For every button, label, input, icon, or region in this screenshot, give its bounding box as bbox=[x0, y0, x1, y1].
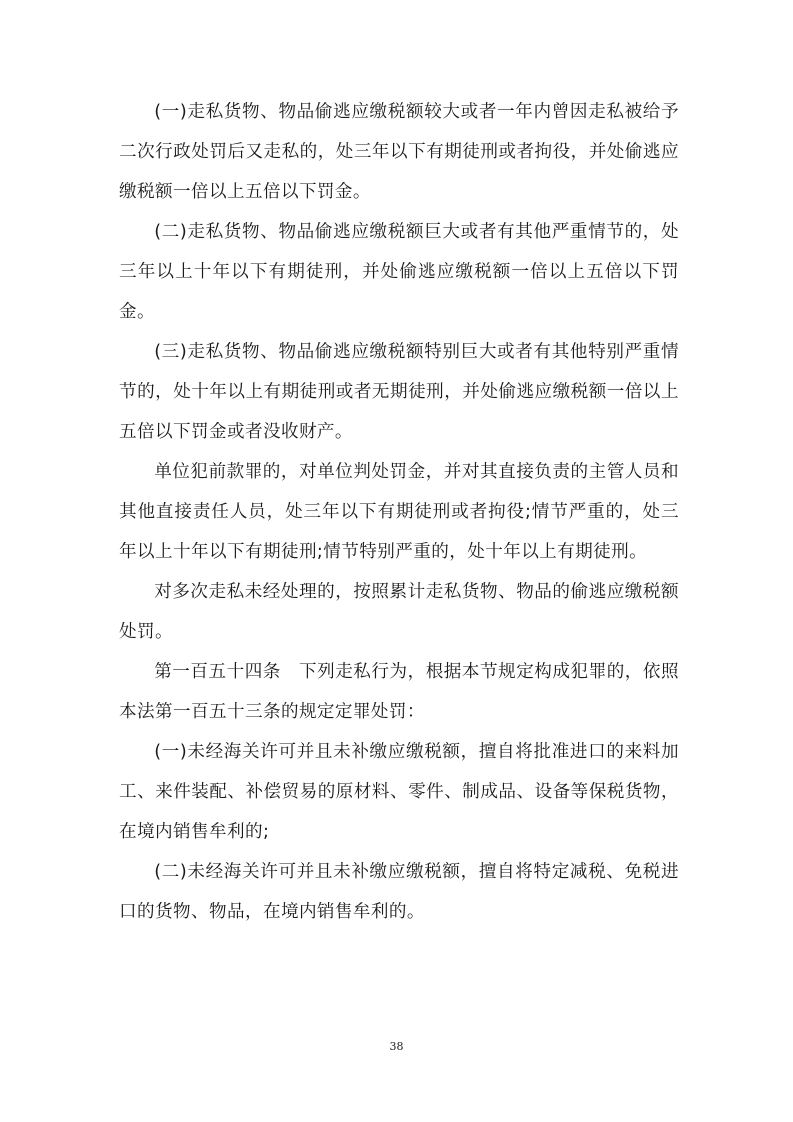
paragraph-smuggling-tier-2: (二)走私货物、物品偷逃应缴税额巨大或者有其他严重情节的，处三年以上十年以下有期徒刑，并处偷逃应缴税额一倍以上五倍以下罚金。 bbox=[119, 222, 679, 322]
paragraph-article-154-item-1: (一)未经海关许可并且未补缴应缴税额，擅自将批准进口的来料加工、来件装配、补偿贸易的原材料、零件、制成品、设备等保税货物，在境内销售牟利的; bbox=[119, 742, 679, 842]
paragraph-smuggling-tier-3: (三)走私货物、物品偷逃应缴税额特别巨大或者有其他特别严重情节的，处十年以上有期徒刑或者无期徒刑，并处偷逃应缴税额一倍以上五倍以下罚金或者没收财产。 bbox=[119, 342, 679, 442]
page-number: 38 bbox=[389, 1040, 404, 1053]
paragraph-unit-crime: 单位犯前款罪的，对单位判处罚金，并对其直接负责的主管人员和其他直接责任人员，处三年以下有期徒刑或者拘役;情节严重的，处三年以上十年以下有期徒刑;情节特别严重的，处十年以上有期徒刑。 bbox=[119, 462, 679, 562]
paragraph-article-154: 第一百五十四条 下列走私行为，根据本节规定构成犯罪的，依照本法第一百五十三条的规定定罪处罚： bbox=[119, 662, 679, 722]
paragraph-smuggling-tier-1: (一)走私货物、物品偷逃应缴税额较大或者一年内曾因走私被给予二次行政处罚后又走私的，处三年以下有期徒刑或者拘役，并处偷逃应缴税额一倍以上五倍以下罚金。 bbox=[119, 102, 679, 202]
document-body bbox=[119, 92, 679, 932]
paragraph-cumulative-smuggling: 对多次走私未经处理的，按照累计走私货物、物品的偷逃应缴税额处罚。 bbox=[119, 582, 679, 642]
paragraph-article-154-item-2: (二)未经海关许可并且未补缴应缴税额，擅自将特定减税、免税进口的货物、物品，在境内销售牟利的。 bbox=[119, 862, 679, 922]
